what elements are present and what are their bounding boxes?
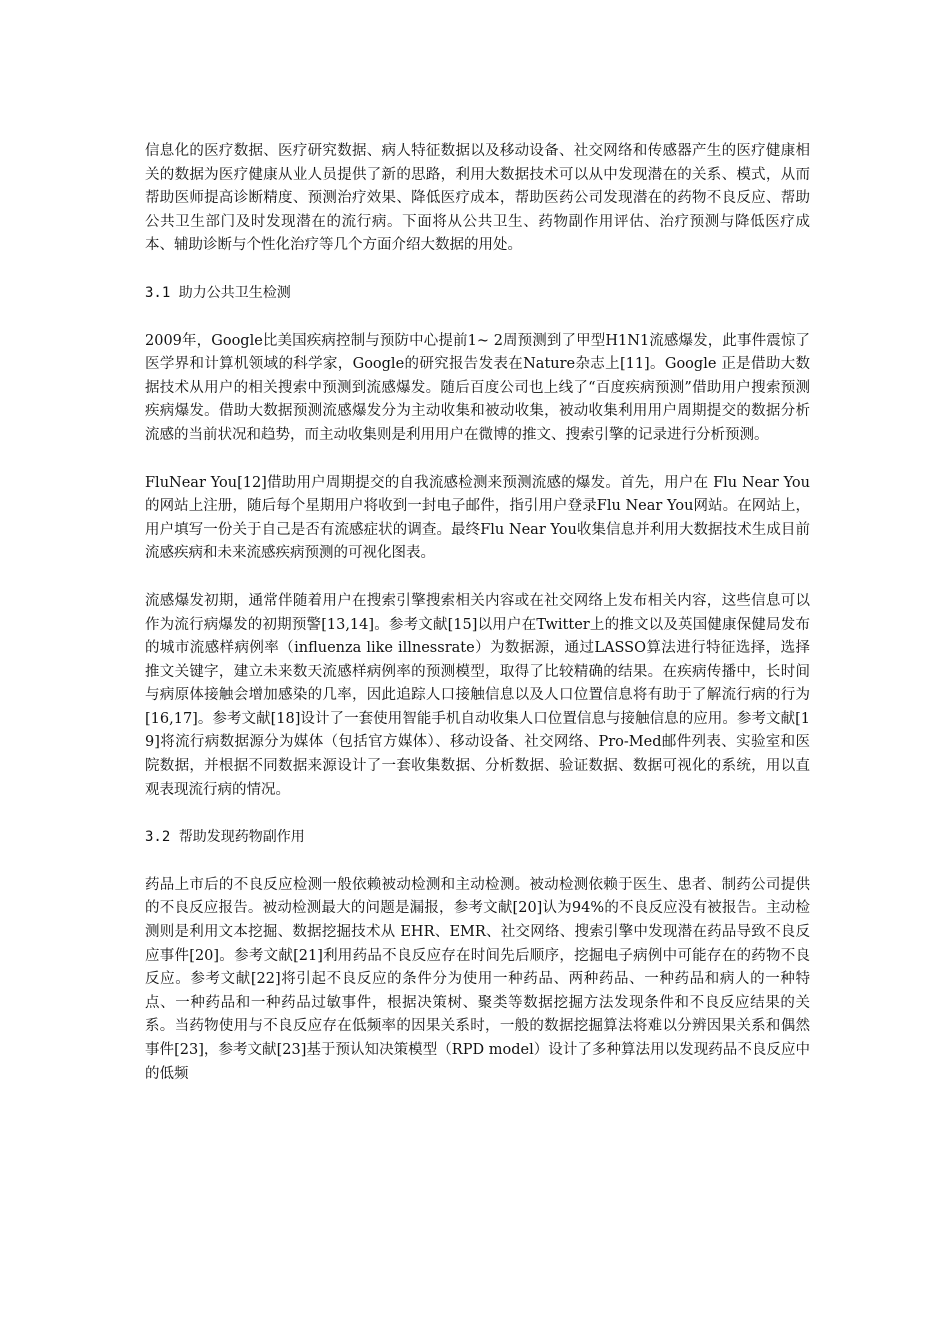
intro-paragraph: 信息化的医疗数据、医疗研究数据、病人特征数据以及移动设备、社交网络和传感器产生的医疗健康相关的数据为医疗健康从业人员提供了新的思路，利用大数据技术可以从中发现潜在的关系、模式，从而帮助医师提高诊断精度、预测治疗效果、降低医疗成本，帮助医药公司发现潜在的药物不良反应、帮助公共卫生部门及时发现潜在的流行病。下面将从公共卫生、药物副作用评估、治疗预测与降低医疗成本、辅助诊断与个性化治疗等几个方面介绍大数据的用处。 [145, 143, 810, 254]
section-3-1-paragraph-1: 2009年，Google比美国疾病控制与预防中心提前1~ 2周预测到了甲型H1N1流感爆发，此事件震惊了医学界和计算机领域的科学家，Google的研究报告发表在Nature杂志上[11]。Google 正是借助大数据技术从用户的相关搜索中预测到流感爆发。随后百度公司也上线了“百度疾病预测”借助用户搜索预测疾病爆发。借助大数据预测流感爆发分为主动收集和被动收集，被动收集利用用户周期提交的数据分析流感的当前状况和趋势，而主动收集则是利用用户在微博的推文、搜索引擎的记录进行分析预测。 [145, 332, 810, 443]
section-3-1-paragraph-2: FluNear You[12]借助用户周期提交的自我流感检测来预测流感的爆发。首先，用户在 Flu Near You的网站上注册，随后每个星期用户将收到一封电子邮件，指引用户登录Flu Near You网站。在网站上，用户填写一份关于自己是否有流感症状的调查。最终Flu Near You收集信息并利用大数据技术生成目前流感疾病和未来流感疾病预测的可视化图表。 [145, 474, 810, 562]
section-heading-3-2: 3.2 帮助发现药物副作用 [145, 829, 305, 846]
document-body [145, 140, 810, 1110]
section-heading-3-1: 3.1 助力公共卫生检测 [145, 284, 291, 301]
section-3-1-paragraph-3: 流感爆发初期，通常伴随着用户在搜索引擎搜索相关内容或在社交网络上发布相关内容，这些信息可以作为流行病爆发的初期预警[13,14]。参考文献[15]以用户在Twitter上的推文以及英国健康保健局发布的城市流感样病例率（influenza like illnessrate）为数据源，通过LASSO算法进行特征选择，选择推文关键字，建立未来数天流感样病例率的预测模型，取得了比较精确的结果。在疾病传播中，长时间与病原体接触会增加感染的几率，因此追踪人口接触信息以及人口位置信息将有助于了解流行病的行为[16,17]。参考文献[18]设计了一套使用智能手机自动收集人口位置信息与接触信息的应用。参考文献[19]将流行病数据源分为媒体（包括官方媒体）、移动设备、社交网络、Pro-Med邮件列表、实验室和医院数据，并根据不同数据来源设计了一套收集数据、分析数据、验证数据、数据可视化的系统，用以直观表现流行病的情况。 [145, 592, 810, 798]
section-3-2-paragraph-1: 药品上市后的不良反应检测一般依赖被动检测和主动检测。被动检测依赖于医生、患者、制药公司提供的不良反应报告。被动检测最大的问题是漏报，参考文献[20]认为94%的不良反应没有被报告。主动检测则是利用文本挖掘、数据挖掘技术从 EHR、EMR、社交网络、搜索引擎中发现潜在药品导致不良反应事件[20]。参考文献[21]利用药品不良反应存在时间先后顺序，挖掘电子病例中可能存在的药物不良反应。参考文献[22]将引起不良反应的条件分为使用一种药品、两种药品、一种药品和病人的一种特点、一种药品和一种药品过敏事件，根据决策树、聚类等数据挖掘方法发现条件和不良反应结果的关系。当药物使用与不良反应存在低频率的因果关系时，一般的数据挖掘算法将难以分辨因果关系和偶然事件[23]，参考文献[23]基于预认知决策模型（RPD model）设计了多种算法用以发现药品不良反应中的低频 [145, 876, 810, 1082]
